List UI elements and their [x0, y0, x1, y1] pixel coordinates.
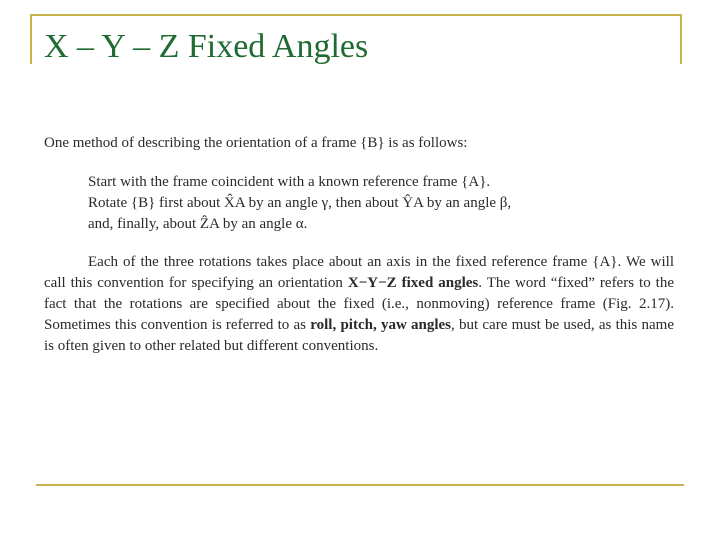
quote-line-2: Rotate {B} first about X̂A by an angle γ, then about ŶA by an angle β, — [88, 195, 512, 211]
quote-line-1: Start with the frame coincident with a known reference frame {A}. — [88, 174, 491, 190]
paragraph-text-1: Each of the three rotations takes place about an axis in the fixed reference frame {A}. We will call this convention for specifying an orientation — [44, 254, 674, 291]
paragraph-text-2: . The word “fixed” refers to the fact that the rotations are specified about the fixed (i.e., nonmoving) reference frame (Fig. 2.17). Sometimes this convention is referred to as — [44, 275, 674, 333]
scanned-text-block — [44, 133, 674, 357]
fixed-angles-term: X−Y−Z fixed angles — [347, 275, 479, 291]
procedure-quote — [88, 172, 648, 235]
paragraph-text-3: , but care must be used, as this name is often given to other related but different conventions. — [44, 317, 674, 354]
frame-left-line — [30, 14, 32, 64]
roll-pitch-yaw-term: roll, pitch, yaw angles — [310, 317, 452, 333]
explanation-paragraph — [44, 252, 674, 357]
quote-line-3: and, finally, about ẐA by an angle α. — [88, 216, 308, 232]
frame-bottom-line — [36, 484, 684, 486]
intro-sentence: One method of describing the orientation of a frame {B} is as follows: — [44, 135, 468, 151]
frame-top-line — [30, 14, 680, 16]
slide-title: X – Y – Z Fixed Angles — [44, 28, 369, 65]
frame-right-line — [680, 14, 682, 64]
